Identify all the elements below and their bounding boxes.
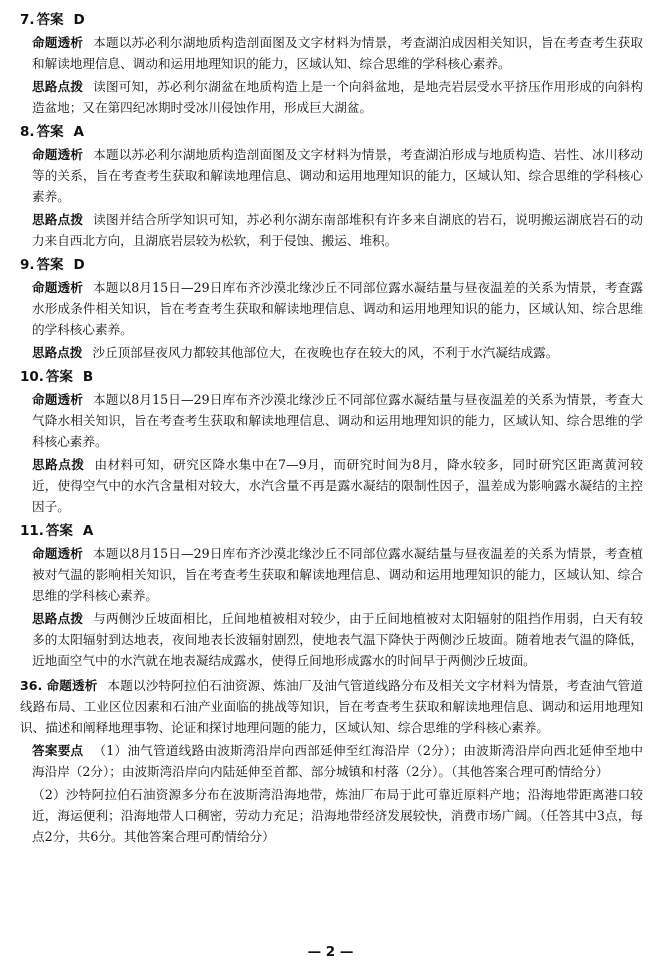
analysis-label: 命题透析 [32, 35, 84, 50]
question-36 [20, 675, 643, 847]
hint-text: 与两侧沙丘坡面相比，丘间地植被相对较少，由于丘间地植被对太阳辐射的阻挡作用弱，白天有较多的太阳辐射到达地表，夜间地表长波辐射剧烈，使地表气温下降快于两侧沙丘坡面。随着地表气温的降低，近地面空气中的水汽就在地表凝结成露水，使得丘间地形成露水的时间早于两侧沙丘坡面。 [32, 611, 644, 668]
analysis-text: 本题以8月15日—29日库布齐沙漠北缘沙丘不同部位露水凝结量与昼夜温差的关系为情景，考查植被对气温的影响相关知识，旨在考查考生获取和解读地理信息、调动和运用地理知识的能力，区域认知、综合思维的学科核心素养。 [32, 546, 643, 603]
points-text-1: （1）油气管道线路由波斯湾沿岸向西部延伸至红海沿岸（2分）；由波斯湾沿岸向西北延伸至地中海沿岸（2分）；由波斯湾沿岸向内陆延伸至首都、部分城镇和村落（2分）。（其他答案合理可酌情给分） [32, 743, 644, 779]
answer-label: 答案 [36, 12, 64, 28]
question-number: 10. [20, 369, 44, 385]
question-number: 36. [20, 678, 43, 693]
hint-text: 沙丘顶部昼夜风力都较其他部位大，在夜晚也存在较大的风，不利于水汽凝结成露。 [92, 345, 559, 360]
question-11 [20, 521, 643, 671]
answer-label: 答案 [36, 257, 64, 273]
analysis-paragraph [20, 32, 643, 74]
points-paragraph-1 [20, 740, 643, 782]
hint-label: 思路点拨 [32, 212, 84, 227]
question-header [20, 10, 643, 30]
question-number: 11. [20, 523, 44, 539]
page-number: — 2 — [307, 944, 354, 960]
question-header [20, 122, 643, 142]
answer-value: D [73, 257, 85, 273]
hint-text: 读图并结合所学知识可知，苏必利尔湖东南部堆积有许多来自湖底的岩石，说明搬运湖底岩石的动力来自西北方向，且湖底岩层较为松软，利于侵蚀、搬运、堆积。 [32, 212, 644, 248]
question-number: 7. [20, 12, 35, 28]
hint-text: 由材料可知，研究区降水集中在7—9月，而研究时间为8月，降水较多，同时研究区距离黄河较近，使得空气中的水汽含量相对较大，水汽含量不再是露水凝结的限制性因子，温差成为影响露水凝结的主控因子。 [32, 457, 643, 514]
analysis-text: 本题以8月15日—29日库布齐沙漠北缘沙丘不同部位露水凝结量与昼夜温差的关系为情景，考查大气降水相关知识，旨在考查考生获取和解读地理信息、调动和运用地理知识的能力，区域认知、综合思维的学科核心素养。 [32, 392, 643, 449]
analysis-text: 本题以沙特阿拉伯石油资源、炼油厂及油气管道线路分布及相关文字材料为情景，考查油气管道线路布局、工业区位因素和石油产业面临的挑战等知识，旨在考查考生获取和解读地理信息、调动和运用地理知识、描述和阐释地理事物、论证和探讨地理问题的能力，区域认知、综合思维的学科核心素养。 [20, 678, 644, 735]
analysis-paragraph [20, 675, 643, 738]
analysis-paragraph [20, 543, 643, 606]
analysis-label: 命题透析 [32, 546, 83, 561]
answer-label: 答案 [36, 124, 64, 140]
hint-paragraph [20, 454, 643, 517]
hint-paragraph [20, 342, 643, 363]
hint-label: 思路点拨 [32, 79, 84, 94]
analysis-label: 命题透析 [32, 147, 84, 162]
answer-value: D [73, 12, 85, 28]
points-paragraph-2 [20, 784, 643, 847]
question-number: 9. [20, 257, 35, 273]
points-text-2: （2）沙特阿拉伯石油资源多分布在波斯湾沿海地带，炼油厂布局于此可靠近原料产地；沿海地带距离港口较近，海运便利；沿海地带人口稠密，劳动力充足；沿海地带经济发展较快，消费市场广阔。（任答其中3点，每点2分，共6分。其他答案合理可酌情给分） [32, 787, 643, 844]
question-10 [20, 367, 643, 517]
answer-value: B [82, 369, 94, 385]
hint-paragraph [20, 76, 643, 118]
question-7 [20, 10, 643, 118]
hint-label: 思路点拨 [32, 457, 85, 472]
analysis-label: 命题透析 [32, 280, 83, 295]
analysis-label: 命题透析 [32, 392, 83, 407]
answer-value: A [82, 523, 94, 539]
question-header [20, 255, 643, 275]
hint-label: 思路点拨 [32, 345, 83, 360]
question-header [20, 521, 643, 541]
analysis-text: 本题以8月15日—29日库布齐沙漠北缘沙丘不同部位露水凝结量与昼夜温差的关系为情景，考查露水形成条件相关知识，旨在考查考生获取和解读地理信息、调动和运用地理知识的能力，区域认知、综合思维的学科核心素养。 [32, 280, 643, 337]
question-number: 8. [20, 124, 35, 140]
analysis-text: 本题以苏必利尔湖地质构造剖面图及文字材料为情景，考查湖泊形成与地质构造、岩性、冰川移动等的关系，旨在考查考生获取和解读地理信息、调动和运用地理知识的能力，区域认知、综合思维的学科核心素养。 [32, 147, 644, 204]
question-8 [20, 122, 643, 251]
hint-paragraph [20, 608, 643, 671]
answer-label: 答案 [45, 369, 73, 385]
hint-paragraph [20, 209, 643, 251]
analysis-text: 本题以苏必利尔湖地质构造剖面图及文字材料为情景，考查湖泊成因相关知识，旨在考查考生获取和解读地理信息、调动和运用地理知识的能力，区域认知、综合思维的学科核心素养。 [32, 35, 644, 71]
answer-value: A [73, 124, 84, 140]
analysis-paragraph [20, 389, 643, 452]
hint-label: 思路点拨 [32, 611, 84, 626]
analysis-label: 命题透析 [46, 678, 98, 693]
analysis-paragraph [20, 277, 643, 340]
points-label: 答案要点 [32, 743, 84, 758]
hint-text: 读图可知，苏必利尔湖盆在地质构造上是一个向斜盆地，是地壳岩层受水平挤压作用形成的向斜构造盆地；又在第四纪冰期时受冰川侵蚀作用，形成巨大湖盆。 [32, 79, 644, 115]
answer-label: 答案 [45, 523, 73, 539]
question-9 [20, 255, 643, 363]
analysis-paragraph [20, 144, 643, 207]
question-header [20, 367, 643, 387]
